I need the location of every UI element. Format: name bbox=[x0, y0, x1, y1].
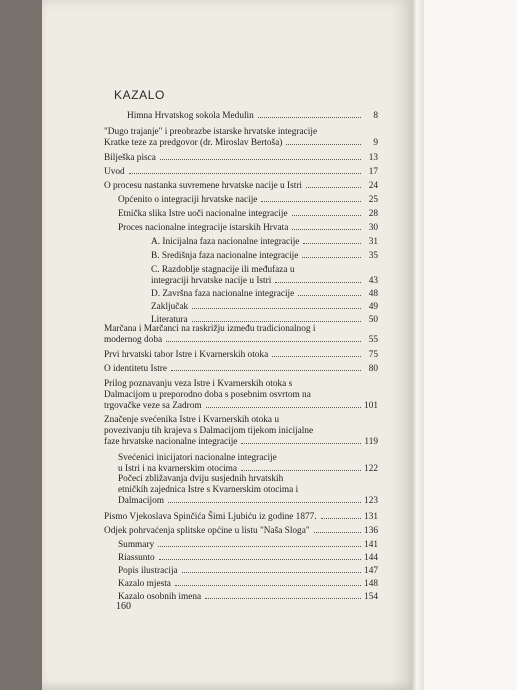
toc-entry-page: 122 bbox=[364, 464, 378, 474]
toc-entry-page: 13 bbox=[368, 153, 378, 163]
toc-entry bbox=[118, 566, 378, 577]
toc-entry-title: B. Središnja faza nacionalne integracije bbox=[151, 251, 299, 261]
toc-entry-title: Marčana i Marčanci na raskrižju između tradicionalnog i bbox=[104, 324, 316, 334]
toc-entry-title: Značenje svećenika Istre i Kvarnerskih otoka u bbox=[104, 415, 280, 425]
toc-entry bbox=[151, 251, 378, 262]
toc-entry bbox=[118, 195, 378, 206]
dot-leader bbox=[192, 308, 361, 309]
toc-entry-title: Himna Hrvatskog sokola Medulin bbox=[127, 111, 254, 121]
dot-leader bbox=[168, 502, 361, 503]
toc-entry-page: 136 bbox=[364, 526, 378, 536]
toc-entry bbox=[104, 379, 378, 412]
dot-leader bbox=[160, 159, 361, 160]
toc-entry bbox=[104, 167, 378, 178]
toc-entry bbox=[118, 453, 378, 475]
toc-entry-page: 80 bbox=[368, 364, 378, 374]
toc-entry bbox=[104, 526, 378, 537]
toc-entry-title: trgovačke veze sa Zadrom bbox=[104, 401, 202, 411]
toc-entry-title: Svećenici inicijatori nacionalne integracije bbox=[118, 453, 277, 463]
page-number: 160 bbox=[116, 601, 131, 612]
toc-entry-title: modernog doba bbox=[104, 335, 163, 345]
dot-leader bbox=[261, 201, 361, 202]
toc-entry bbox=[104, 127, 378, 149]
toc-entry-page: 9 bbox=[373, 138, 378, 148]
toc-entry-page: 43 bbox=[368, 276, 378, 286]
toc-entry-title: "Dugo trajanje" i preobrazbe istarske hrvatske integracije bbox=[104, 127, 318, 137]
toc-entry-page: 17 bbox=[368, 167, 378, 177]
toc-entry-page: 25 bbox=[368, 195, 378, 205]
toc-entry-title: Riassunto bbox=[118, 553, 155, 563]
dot-leader bbox=[241, 443, 361, 444]
toc-entry-title: Literatura bbox=[151, 315, 188, 325]
toc-entry-title: Bilješka pisca bbox=[104, 153, 156, 163]
dot-leader bbox=[302, 257, 361, 258]
toc-entry bbox=[104, 512, 378, 523]
dot-leader bbox=[192, 321, 361, 322]
toc-entry-title: povezivanju tih krajeva s Dalmacijom tijekom inicijalne bbox=[104, 426, 314, 436]
dot-leader bbox=[241, 470, 361, 471]
dot-leader bbox=[286, 144, 361, 145]
dot-leader bbox=[275, 282, 361, 283]
toc-entry bbox=[104, 181, 378, 192]
dot-leader bbox=[258, 117, 361, 118]
dot-leader bbox=[272, 356, 361, 357]
toc-entry-page: 30 bbox=[368, 223, 378, 233]
toc-entry-title: A. Inicijalna faza nacionalne integracije bbox=[151, 237, 300, 247]
toc-entry-page: 147 bbox=[364, 566, 378, 576]
toc-entry bbox=[104, 415, 378, 448]
toc-entry-title: Odjek pohrvaćenja splitske općine u listu "Naša Sloga" bbox=[104, 526, 310, 536]
toc-entry bbox=[127, 111, 378, 122]
toc-entry-title: Prvi hrvatski tabor Istre i Kvarnerskih otoka bbox=[104, 350, 269, 360]
toc-entry bbox=[118, 592, 378, 603]
toc-entry-title: Dalmacijom u preporodno doba s posebnim osvrtom na bbox=[104, 390, 311, 400]
dot-leader bbox=[171, 370, 361, 371]
toc-entry-page: 75 bbox=[368, 350, 378, 360]
toc-entry-page: 154 bbox=[364, 592, 378, 602]
toc-entry-title: Summary bbox=[118, 540, 155, 550]
toc-entry-title: Proces nacionalne integracije istarskih Hrvata bbox=[118, 223, 289, 233]
toc-entry-title: C. Razdoblje stagnacije ili međufaza u bbox=[151, 265, 295, 275]
dot-leader bbox=[175, 585, 361, 586]
toc-entry-title: Kazalo osobnih imena bbox=[118, 592, 202, 602]
dot-leader bbox=[306, 187, 361, 188]
toc-entry-title: Zaključak bbox=[151, 302, 189, 312]
toc-entry bbox=[118, 579, 378, 590]
toc-entry-title: Pismo Vjekoslava Spinčića Šimi Ljubiću iz godine 1877. bbox=[104, 512, 317, 522]
toc-entry-page: 50 bbox=[368, 315, 378, 325]
toc-entry bbox=[118, 223, 378, 234]
toc-entry bbox=[151, 289, 378, 300]
toc-entry bbox=[104, 350, 378, 361]
toc-entry-title: Kazalo mjesta bbox=[118, 579, 171, 589]
toc-entry-title: O identitetu Istre bbox=[104, 364, 167, 374]
toc-entry-title: D. Završna faza nacionalne integracije bbox=[151, 289, 295, 299]
toc-entry-page: 28 bbox=[368, 209, 378, 219]
toc-entry-title: Popis ilustracija bbox=[118, 566, 178, 576]
toc-entry-page: 131 bbox=[364, 512, 378, 522]
dot-leader bbox=[129, 173, 361, 174]
toc-entry bbox=[104, 324, 378, 346]
toc-entry-title: O procesu nastanka suvremene hrvatske nacije u Istri bbox=[104, 181, 303, 191]
toc-entry-title: Općenito o integraciji hrvatske nacije bbox=[118, 195, 258, 205]
toc-entry-page: 48 bbox=[368, 289, 378, 299]
dot-leader bbox=[205, 598, 361, 599]
toc-entry-page: 141 bbox=[364, 540, 378, 550]
dot-leader bbox=[206, 407, 361, 408]
toc-entry-title: Dalmacijom bbox=[118, 496, 164, 506]
toc-entry-title: etničkih zajednica Istre s Kvarnerskim otocima i bbox=[118, 485, 299, 495]
toc-entry-page: 8 bbox=[373, 111, 378, 121]
toc-entry-title: Uvod bbox=[104, 167, 125, 177]
toc-entry-page: 49 bbox=[368, 302, 378, 312]
dot-leader bbox=[292, 215, 361, 216]
dot-leader bbox=[303, 243, 361, 244]
toc-entry-title: Počeci zbližavanja dviju susjednih hrvatskih bbox=[118, 474, 284, 484]
toc-entry-page: 35 bbox=[368, 251, 378, 261]
page-title: KAZALO bbox=[114, 88, 165, 102]
dot-leader bbox=[292, 229, 361, 230]
toc-entry bbox=[104, 364, 378, 375]
toc-entry-page: 55 bbox=[368, 335, 378, 345]
toc-entry bbox=[118, 540, 378, 551]
toc-entry bbox=[118, 209, 378, 220]
toc-entry-page: 31 bbox=[368, 237, 378, 247]
toc-entry-page: 123 bbox=[364, 496, 378, 506]
toc-entry-title: Etnička slika Istre uoči nacionalne integracije bbox=[118, 209, 288, 219]
toc-entry bbox=[118, 553, 378, 564]
dot-leader bbox=[321, 518, 361, 519]
toc-entry bbox=[151, 302, 378, 313]
toc-entry-title: faze hrvatske nacionalne integracije bbox=[104, 437, 238, 447]
toc-entry-title: Prilog poznavanju veza Istre i Kvarnerskih otoka s bbox=[104, 379, 293, 389]
toc-entry-title: integraciji hrvatske nacije u Istri bbox=[151, 276, 272, 286]
dot-leader bbox=[182, 572, 361, 573]
toc-entry-page: 148 bbox=[364, 579, 378, 589]
toc-entry bbox=[151, 237, 378, 248]
dot-leader bbox=[298, 295, 361, 296]
toc-entry-page: 24 bbox=[368, 181, 378, 191]
dot-leader bbox=[158, 546, 361, 547]
toc-entry-page: 119 bbox=[364, 437, 378, 447]
toc-entry bbox=[104, 153, 378, 164]
dot-leader bbox=[159, 559, 361, 560]
dot-leader bbox=[314, 532, 361, 533]
dot-leader bbox=[166, 341, 361, 342]
toc-entry-title: u Istri i na kvarnerskim otocima bbox=[118, 464, 238, 474]
toc-entry-page: 101 bbox=[364, 401, 378, 411]
toc-entry bbox=[151, 265, 378, 287]
toc-entry bbox=[118, 474, 378, 507]
toc-entry-title: Kratke teze za predgovor (dr. Miroslav Bertoša) bbox=[104, 138, 283, 148]
toc-entry-page: 144 bbox=[364, 553, 378, 563]
